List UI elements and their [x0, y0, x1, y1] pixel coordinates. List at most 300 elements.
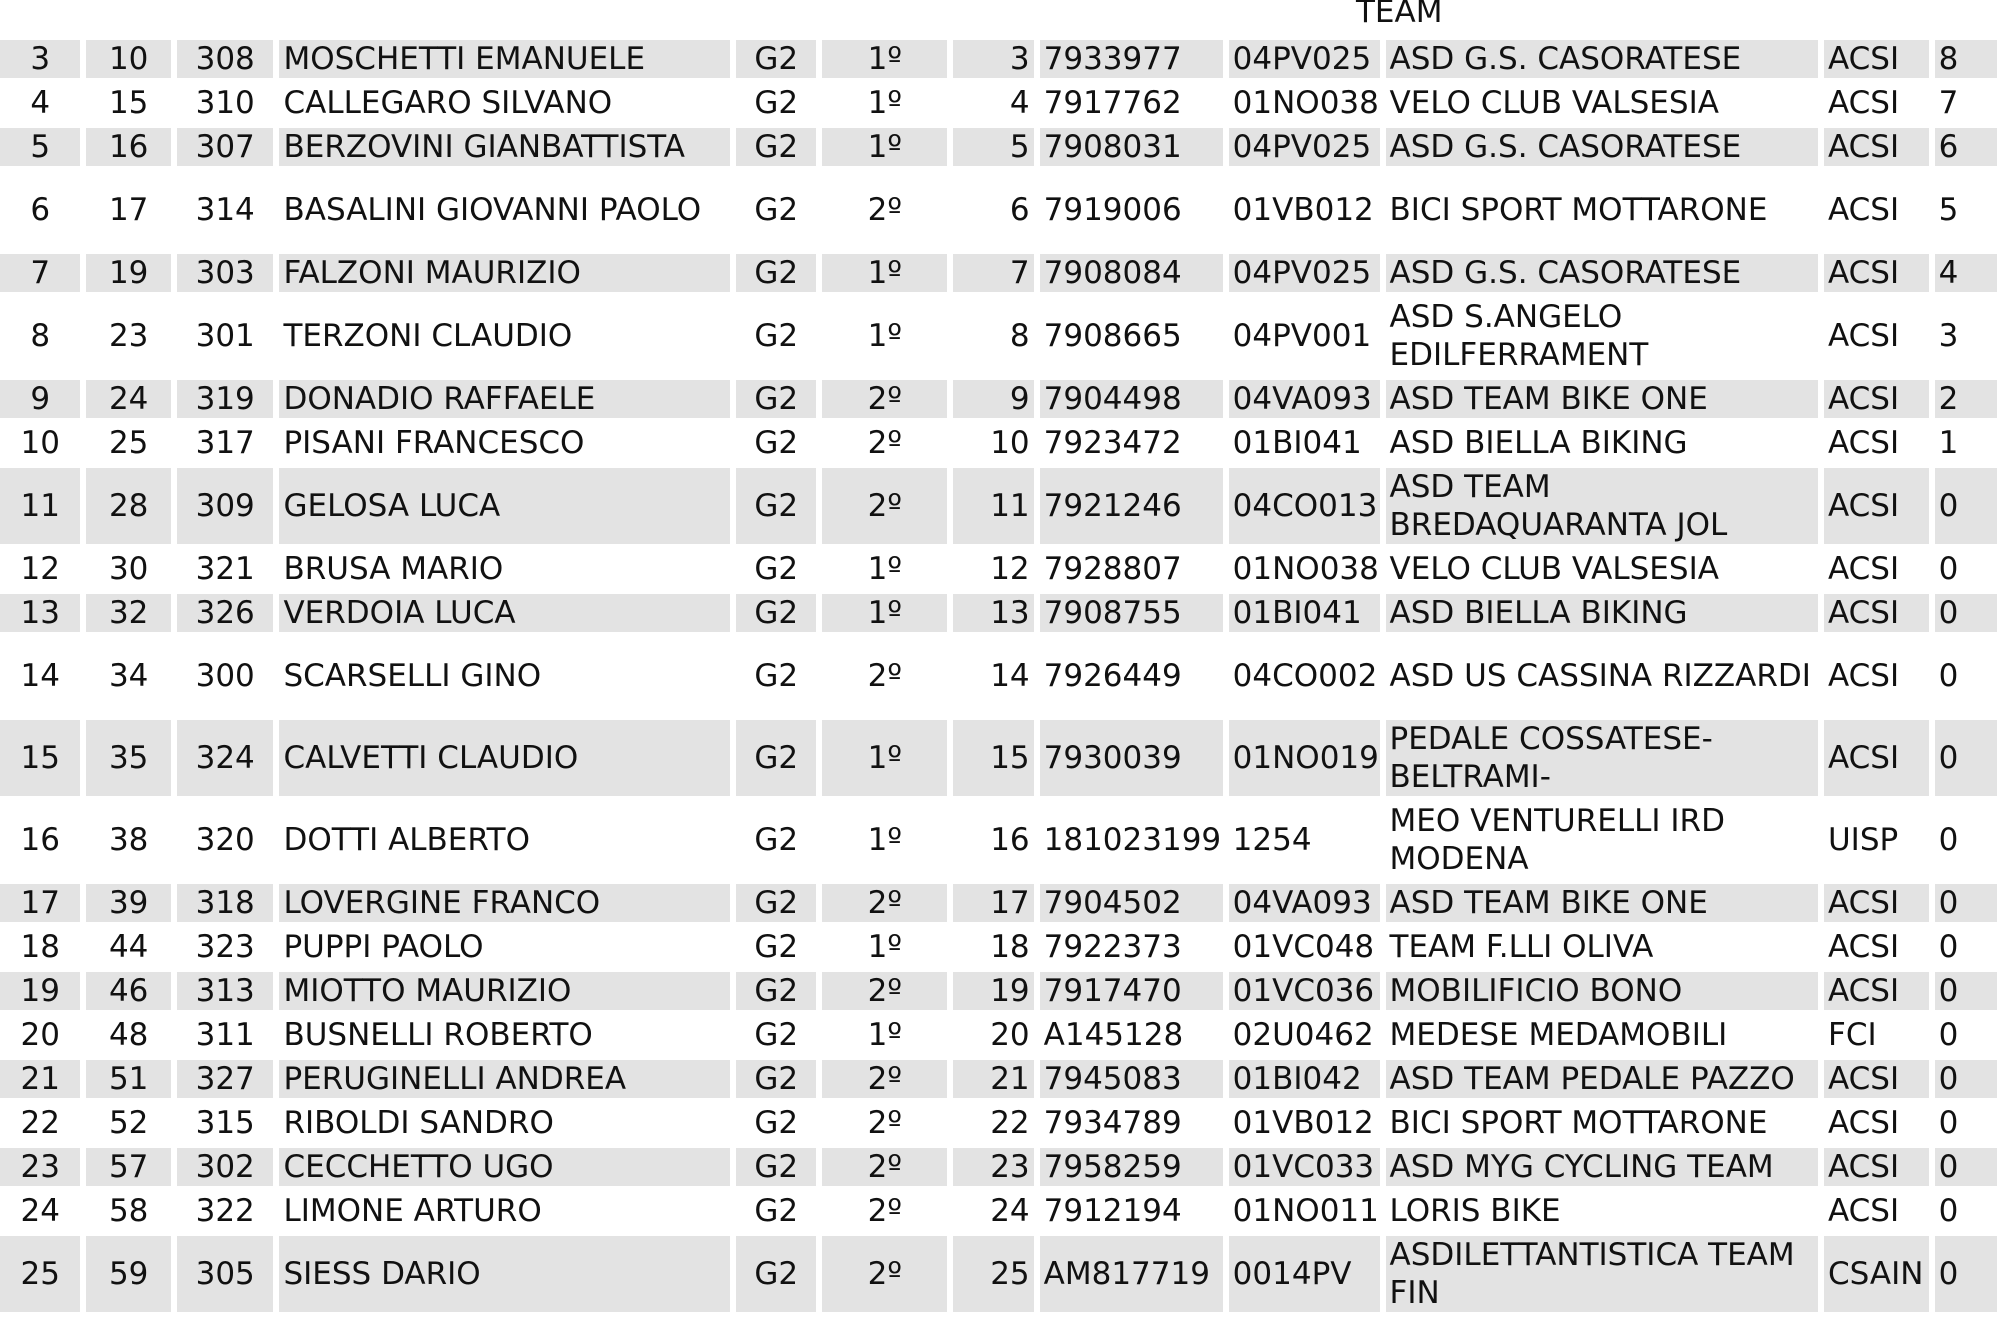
cell-team-name: VELO CLUB VALSESIA	[1389, 551, 1719, 587]
cell-club-code: 04PV025	[1229, 40, 1380, 78]
cell-group: 1º	[822, 128, 947, 166]
cell-rider-name: DOTTI ALBERTO	[283, 822, 531, 858]
cell-federation: ACSI	[1824, 1148, 1929, 1186]
cell-group: 1º	[822, 254, 947, 292]
cell-federation: ACSI	[1824, 594, 1929, 632]
cell-overall-rank: 59	[86, 1236, 170, 1312]
cell-category-rank: 11	[953, 468, 1033, 544]
cell-card-number: 7908755	[1040, 594, 1223, 632]
cell-club-code: 1254	[1232, 822, 1312, 858]
cell-points: 0	[1935, 1148, 1997, 1186]
cell-overall-rank: 52	[108, 1105, 149, 1141]
cell-rider-name: CALVETTI CLAUDIO	[279, 720, 730, 796]
cell-federation: ACSI	[1824, 468, 1929, 544]
cell-rider-name: BRUSA MARIO	[283, 551, 504, 587]
cell-category-rank: 5	[953, 128, 1033, 166]
cell-points: 0	[1938, 1105, 1959, 1141]
cell-group: 1º	[867, 318, 902, 354]
cell-card-number: 7945083	[1040, 1060, 1223, 1098]
cell-club-code: 02U0462	[1232, 1017, 1374, 1053]
cell-position: 23	[0, 1148, 80, 1186]
cell-card-number: 7922373	[1043, 929, 1182, 965]
cell-overall-rank: 35	[86, 720, 170, 796]
cell-club-code: 04PV025	[1229, 254, 1380, 292]
cell-overall-rank: 34	[108, 658, 149, 694]
cell-club-code: 01BI041	[1232, 425, 1362, 461]
cell-position: 22	[20, 1105, 60, 1141]
cell-federation: ACSI	[1824, 254, 1929, 292]
cell-position: 12	[20, 551, 60, 587]
cell-rider-name: PERUGINELLI ANDREA	[279, 1060, 730, 1098]
cell-federation: ACSI	[1824, 40, 1929, 78]
cell-position: 13	[0, 594, 80, 632]
cell-federation: ACSI	[1827, 658, 1900, 694]
cell-team-name: PEDALE COSSATESE-BELTRAMI-	[1386, 720, 1818, 796]
cell-card-number: 7919006	[1043, 192, 1182, 228]
cell-bib-number: 318	[177, 884, 274, 922]
cell-card-number: A145128	[1043, 1017, 1184, 1053]
table-row	[0, 884, 1997, 922]
cell-rider-name: TERZONI CLAUDIO	[283, 318, 573, 354]
cell-overall-rank: 39	[86, 884, 170, 922]
table-row	[0, 298, 1997, 374]
cell-category: G2	[754, 551, 799, 587]
cell-card-number: 7921246	[1040, 468, 1223, 544]
cell-team-name: ASDILETTANTISTICA TEAM FIN	[1386, 1236, 1818, 1312]
cell-group: 2º	[822, 972, 947, 1010]
cell-rider-name: SIESS DARIO	[279, 1236, 730, 1312]
cell-team-name: ASD BIELLA BIKING	[1389, 425, 1688, 461]
cell-points: 0	[1935, 468, 1997, 544]
cell-points: 2	[1935, 380, 1997, 418]
table-row	[0, 1192, 1997, 1230]
cell-card-number: 7912194	[1043, 1193, 1182, 1229]
cell-rider-name: CECCHETTO UGO	[279, 1148, 730, 1186]
cell-overall-rank: 57	[86, 1148, 170, 1186]
table-row	[0, 128, 1997, 166]
cell-card-number: 7908031	[1040, 128, 1223, 166]
cell-team-name: ASD MYG CYCLING TEAM	[1386, 1148, 1818, 1186]
cell-category-rank: 20	[990, 1017, 1030, 1053]
cell-team-name: ASD TEAM BIKE ONE	[1386, 380, 1818, 418]
cell-position: 25	[0, 1236, 80, 1312]
cell-points: 0	[1938, 658, 1959, 694]
cell-category-rank: 9	[953, 380, 1033, 418]
cell-card-number: 7908084	[1040, 254, 1223, 292]
cell-rider-name: GELOSA LUCA	[279, 468, 730, 544]
cell-overall-rank: 17	[108, 192, 149, 228]
cell-team-name: BICI SPORT MOTTARONE	[1389, 192, 1768, 228]
table-row	[0, 254, 1997, 292]
cell-federation: ACSI	[1827, 1193, 1900, 1229]
cell-category-rank: 3	[953, 40, 1033, 78]
cell-card-number: 7917762	[1043, 85, 1182, 121]
cell-group: 2º	[822, 380, 947, 418]
cell-bib-number: 303	[177, 254, 274, 292]
cell-card-number: 7926449	[1043, 658, 1182, 694]
cell-group: 1º	[822, 40, 947, 78]
cell-federation: ACSI	[1827, 425, 1900, 461]
cell-position: 16	[20, 822, 60, 858]
cell-bib-number: 305	[177, 1236, 274, 1312]
cell-category: G2	[754, 318, 799, 354]
cell-overall-rank: 24	[86, 380, 170, 418]
cell-federation: ACSI	[1827, 551, 1900, 587]
cell-team-name: TEAM F.LLI OLIVA	[1389, 929, 1654, 965]
cell-category-rank: 16	[990, 822, 1030, 858]
cell-position: 24	[20, 1193, 60, 1229]
cell-overall-rank: 15	[108, 85, 149, 121]
cell-club-code: 0014PV	[1229, 1236, 1380, 1312]
cell-team-name: LORIS BIKE	[1389, 1193, 1561, 1229]
cell-position: 8	[30, 318, 51, 354]
cell-bib-number: 324	[177, 720, 274, 796]
cell-rider-name: RIBOLDI SANDRO	[283, 1105, 554, 1141]
cell-overall-rank: 19	[86, 254, 170, 292]
cell-bib-number: 313	[177, 972, 274, 1010]
cell-category-rank: 6	[1009, 192, 1030, 228]
cell-bib-number: 320	[195, 822, 255, 858]
cell-club-code: 04PV001	[1232, 318, 1372, 354]
cell-group: 1º	[867, 85, 902, 121]
cell-team-name: ASD G.S. CASORATESE	[1386, 254, 1818, 292]
cell-federation: ACSI	[1827, 929, 1900, 965]
cell-points: 0	[1935, 594, 1997, 632]
cell-bib-number: 323	[195, 929, 255, 965]
previous-row-team-overflow: TEAM	[1356, 0, 1443, 30]
cell-team-name: ASD G.S. CASORATESE	[1386, 40, 1818, 78]
cell-federation: ACSI	[1827, 192, 1900, 228]
cell-category-rank: 7	[953, 254, 1033, 292]
cell-team-name: ASD BIELLA BIKING	[1386, 594, 1818, 632]
cell-club-code: 04CO013	[1229, 468, 1380, 544]
table-row	[0, 802, 1997, 878]
cell-category-rank: 19	[953, 972, 1033, 1010]
cell-bib-number: 326	[177, 594, 274, 632]
cell-group: 2º	[822, 1148, 947, 1186]
cell-club-code: 04PV025	[1229, 128, 1380, 166]
cell-card-number: 7930039	[1040, 720, 1223, 796]
cell-rider-name: BASALINI GIOVANNI PAOLO	[283, 192, 702, 228]
cell-rider-name: PUPPI PAOLO	[283, 929, 484, 965]
cell-category-rank: 12	[990, 551, 1030, 587]
cell-rider-name: MIOTTO MAURIZIO	[279, 972, 730, 1010]
cell-overall-rank: 38	[108, 822, 149, 858]
cell-category: G2	[736, 594, 816, 632]
cell-category: G2	[754, 658, 799, 694]
cell-group: 1º	[822, 594, 947, 632]
cell-team-name: ASD US CASSINA RIZZARDI	[1389, 658, 1811, 694]
table-row	[0, 468, 1997, 544]
table-row	[0, 720, 1997, 796]
cell-category: G2	[736, 40, 816, 78]
cell-team-name: MOBILIFICIO BONO	[1386, 972, 1818, 1010]
cell-category: G2	[754, 192, 799, 228]
cell-team-name: ASD TEAM PEDALE PAZZO	[1386, 1060, 1818, 1098]
cell-category: G2	[754, 85, 799, 121]
cell-overall-rank: 10	[86, 40, 170, 78]
table-row	[0, 550, 1997, 588]
cell-overall-rank: 44	[108, 929, 149, 965]
cell-category-rank: 10	[990, 425, 1030, 461]
cell-position: 10	[20, 425, 60, 461]
cell-points: 0	[1938, 1193, 1959, 1229]
cell-team-name: ASD G.S. CASORATESE	[1386, 128, 1818, 166]
cell-points: 0	[1935, 884, 1997, 922]
table-row	[0, 1236, 1997, 1312]
cell-group: 2º	[822, 1060, 947, 1098]
cell-rider-name: FALZONI MAURIZIO	[279, 254, 730, 292]
cell-category-rank: 8	[1009, 318, 1030, 354]
cell-overall-rank: 30	[108, 551, 149, 587]
cell-bib-number: 308	[177, 40, 274, 78]
cell-category: G2	[736, 1148, 816, 1186]
cell-group: 1º	[867, 822, 902, 858]
cell-card-number: 7933977	[1040, 40, 1223, 78]
cell-club-code: 04VA093	[1229, 884, 1380, 922]
cell-category: G2	[736, 380, 816, 418]
results-table	[0, 34, 2003, 1318]
cell-rider-name: LOVERGINE FRANCO	[279, 884, 730, 922]
table-row	[0, 172, 1997, 248]
cell-category-rank: 25	[953, 1236, 1033, 1312]
cell-federation: ACSI	[1824, 720, 1929, 796]
cell-club-code: 04VA093	[1229, 380, 1380, 418]
cell-federation: CSAIN	[1824, 1236, 1929, 1312]
cell-card-number: 7917470	[1040, 972, 1223, 1010]
cell-card-number: 7928807	[1043, 551, 1182, 587]
cell-position: 19	[0, 972, 80, 1010]
cell-club-code: 01VB012	[1232, 1105, 1374, 1141]
cell-bib-number: 327	[177, 1060, 274, 1098]
cell-team-name: ASD TEAM BIKE ONE	[1386, 884, 1818, 922]
cell-points: 8	[1935, 40, 1997, 78]
cell-position: 20	[20, 1017, 60, 1053]
table-row	[0, 1148, 1997, 1186]
cell-card-number: 7904502	[1040, 884, 1223, 922]
cell-category-rank: 21	[953, 1060, 1033, 1098]
cell-rider-name: PISANI FRANCESCO	[283, 425, 585, 461]
cell-card-number: 7904498	[1040, 380, 1223, 418]
cell-group: 1º	[867, 929, 902, 965]
cell-position: 15	[0, 720, 80, 796]
cell-overall-rank: 46	[86, 972, 170, 1010]
cell-category-rank: 14	[990, 658, 1030, 694]
cell-bib-number: 314	[195, 192, 255, 228]
cell-points: 0	[1935, 1236, 1997, 1312]
cell-category: G2	[736, 254, 816, 292]
cell-card-number: 7958259	[1040, 1148, 1223, 1186]
cell-rider-name: CALLEGARO SILVANO	[283, 85, 613, 121]
cell-overall-rank: 16	[86, 128, 170, 166]
cell-position: 6	[30, 192, 51, 228]
cell-bib-number: 310	[195, 85, 255, 121]
cell-overall-rank: 48	[108, 1017, 149, 1053]
cell-bib-number: 317	[195, 425, 255, 461]
cell-points: 0	[1938, 929, 1959, 965]
table-row	[0, 972, 1997, 1010]
cell-card-number: 7908665	[1043, 318, 1182, 354]
cell-card-number: AM817719	[1040, 1236, 1223, 1312]
cell-bib-number: 321	[195, 551, 255, 587]
cell-rider-name: VERDOIA LUCA	[279, 594, 730, 632]
cell-team-name: VELO CLUB VALSESIA	[1389, 85, 1719, 121]
cell-team-name: BICI SPORT MOTTARONE	[1389, 1105, 1768, 1141]
cell-points: 0	[1938, 822, 1959, 858]
cell-points: 6	[1935, 128, 1997, 166]
cell-club-code: 01NO011	[1232, 1193, 1379, 1229]
cell-position: 9	[0, 380, 80, 418]
cell-position: 7	[0, 254, 80, 292]
cell-team-name: ASD TEAM BREDAQUARANTA JOL	[1386, 468, 1818, 544]
cell-points: 0	[1935, 972, 1997, 1010]
cell-rider-name: MOSCHETTI EMANUELE	[279, 40, 730, 78]
cell-rider-name: LIMONE ARTURO	[283, 1193, 542, 1229]
cell-bib-number: 309	[177, 468, 274, 544]
cell-bib-number: 319	[177, 380, 274, 418]
cell-federation: FCI	[1827, 1017, 1877, 1053]
cell-team-name: MEDESE MEDAMOBILI	[1389, 1017, 1728, 1053]
cell-group: 2º	[822, 884, 947, 922]
cell-card-number: 7923472	[1043, 425, 1182, 461]
cell-federation: ACSI	[1827, 1105, 1900, 1141]
cell-club-code: 01NO019	[1229, 720, 1380, 796]
cell-points: 0	[1935, 1060, 1997, 1098]
table-row	[0, 1104, 1997, 1142]
cell-category: G2	[736, 128, 816, 166]
cell-group: 1º	[867, 1017, 902, 1053]
cell-position: 4	[30, 85, 51, 121]
cell-category: G2	[754, 1017, 799, 1053]
table-row	[0, 424, 1997, 462]
cell-points: 3	[1938, 318, 1959, 354]
cell-category: G2	[754, 822, 799, 858]
cell-group: 2º	[822, 1236, 947, 1312]
table-row	[0, 40, 1997, 78]
table-row	[0, 928, 1997, 966]
cell-group: 2º	[867, 658, 902, 694]
cell-category: G2	[736, 1236, 816, 1312]
table-row	[0, 1060, 1997, 1098]
cell-club-code: 04CO002	[1232, 658, 1378, 694]
cell-federation: ACSI	[1824, 1060, 1929, 1098]
cell-points: 0	[1935, 720, 1997, 796]
cell-position: 11	[0, 468, 80, 544]
cell-group: 2º	[867, 1105, 902, 1141]
cell-category-rank: 22	[990, 1105, 1030, 1141]
cell-card-number: 7934789	[1043, 1105, 1182, 1141]
cell-group: 2º	[867, 425, 902, 461]
cell-position: 18	[20, 929, 60, 965]
cell-overall-rank: 23	[108, 318, 149, 354]
cell-category: G2	[754, 1193, 799, 1229]
cell-category: G2	[736, 972, 816, 1010]
cell-category: G2	[754, 1105, 799, 1141]
cell-card-number: 181023199	[1043, 822, 1222, 858]
table-row	[0, 638, 1997, 714]
cell-club-code: 01VC033	[1229, 1148, 1380, 1186]
cell-federation: UISP	[1827, 822, 1899, 858]
cell-category-rank: 23	[953, 1148, 1033, 1186]
cell-team-name: ASD S.ANGELO EDILFERRAMENT	[1389, 299, 1649, 373]
cell-rider-name: DONADIO RAFFAELE	[279, 380, 730, 418]
cell-club-code: 01NO038	[1232, 85, 1379, 121]
cell-rider-name: SCARSELLI GINO	[283, 658, 542, 694]
cell-club-code: 01NO038	[1232, 551, 1379, 587]
cell-rider-name: BERZOVINI GIANBATTISTA	[279, 128, 730, 166]
table-row	[0, 594, 1997, 632]
table-row	[0, 1016, 1997, 1054]
cell-category-rank: 15	[953, 720, 1033, 796]
cell-overall-rank: 28	[86, 468, 170, 544]
cell-group: 2º	[867, 1193, 902, 1229]
cell-overall-rank: 32	[86, 594, 170, 632]
cell-points: 1	[1938, 425, 1959, 461]
cell-group: 1º	[867, 551, 902, 587]
cell-group: 1º	[822, 720, 947, 796]
cell-bib-number: 300	[195, 658, 255, 694]
cell-category-rank: 24	[990, 1193, 1030, 1229]
cell-group: 2º	[822, 468, 947, 544]
cell-federation: ACSI	[1827, 85, 1900, 121]
cell-federation: ACSI	[1827, 318, 1900, 354]
cell-club-code: 01VC048	[1232, 929, 1375, 965]
cell-federation: ACSI	[1824, 972, 1929, 1010]
cell-position: 3	[0, 40, 80, 78]
cell-position: 21	[0, 1060, 80, 1098]
cell-overall-rank: 25	[108, 425, 149, 461]
cell-club-code: 01BI042	[1229, 1060, 1380, 1098]
cell-position: 5	[0, 128, 80, 166]
cell-bib-number: 307	[177, 128, 274, 166]
cell-points: 5	[1938, 192, 1959, 228]
cell-overall-rank: 58	[108, 1193, 149, 1229]
cell-bib-number: 315	[195, 1105, 255, 1141]
cell-points: 0	[1938, 551, 1959, 587]
cell-position: 17	[0, 884, 80, 922]
cell-club-code: 01VC036	[1229, 972, 1380, 1010]
cell-category-rank: 18	[990, 929, 1030, 965]
cell-category: G2	[736, 884, 816, 922]
cell-category: G2	[736, 720, 816, 796]
cell-group: 2º	[867, 192, 902, 228]
cell-position: 14	[20, 658, 60, 694]
cell-points: 7	[1938, 85, 1959, 121]
table-row	[0, 84, 1997, 122]
results-table-body	[0, 40, 1997, 1312]
cell-bib-number: 311	[195, 1017, 255, 1053]
cell-federation: ACSI	[1824, 128, 1929, 166]
cell-category-rank: 4	[1009, 85, 1030, 121]
cell-points: 4	[1935, 254, 1997, 292]
cell-club-code: 01VB012	[1232, 192, 1374, 228]
cell-bib-number: 322	[195, 1193, 255, 1229]
table-row	[0, 380, 1997, 418]
cell-rider-name: BUSNELLI ROBERTO	[283, 1017, 593, 1053]
cell-category: G2	[736, 1060, 816, 1098]
cell-category-rank: 13	[953, 594, 1033, 632]
cell-bib-number: 301	[195, 318, 255, 354]
cell-category-rank: 17	[953, 884, 1033, 922]
cell-federation: ACSI	[1824, 380, 1929, 418]
cell-category: G2	[754, 929, 799, 965]
cell-overall-rank: 51	[86, 1060, 170, 1098]
cell-category: G2	[754, 425, 799, 461]
cell-bib-number: 302	[177, 1148, 274, 1186]
cell-club-code: 01BI041	[1229, 594, 1380, 632]
cell-team-name: MEO VENTURELLI IRD MODENA	[1389, 803, 1725, 877]
cell-points: 0	[1938, 1017, 1959, 1053]
